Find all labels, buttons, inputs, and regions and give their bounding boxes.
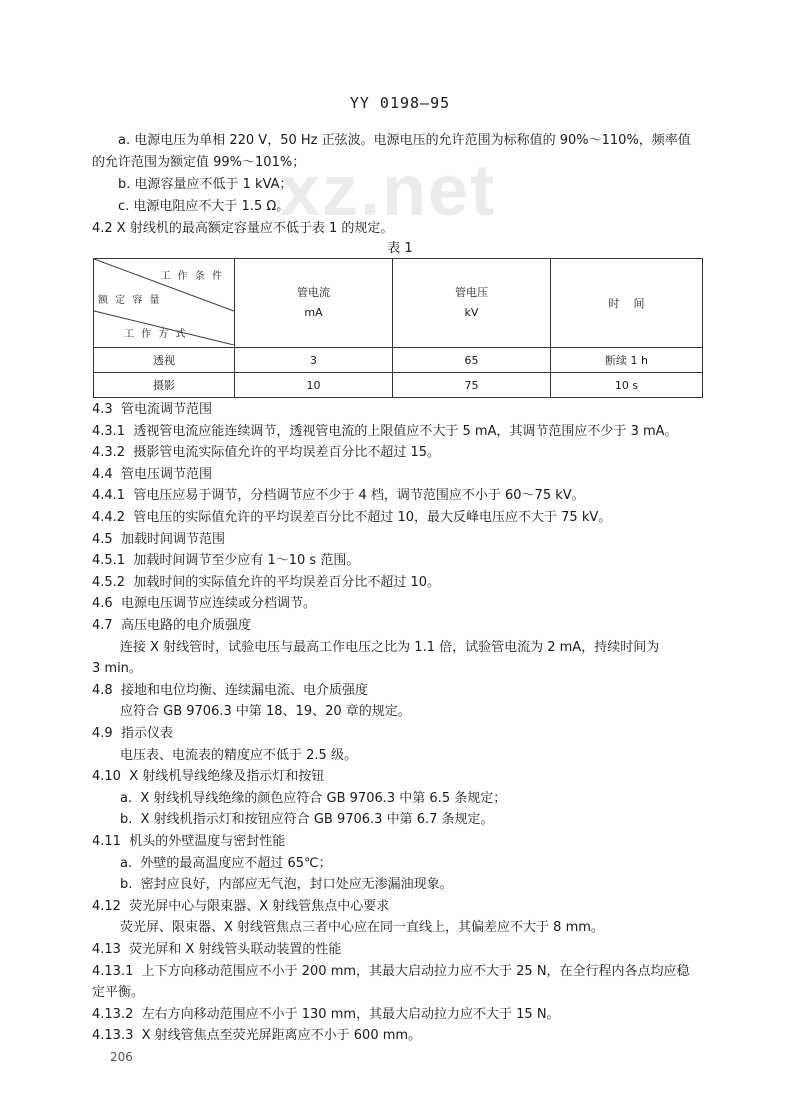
cell-ma: 3 <box>235 348 393 373</box>
cell-time: 断续 1 h <box>551 348 703 373</box>
watermark-logo: xz.net <box>280 151 497 231</box>
text-line: 电压表、电流表的精度应不低于 2.5 级。 <box>120 748 357 763</box>
text-line: 4.13.3 X 射线管焦点至荧光屏距离应不小于 600 mm。 <box>92 1028 422 1043</box>
text-line: 4.11 机头的外壁温度与密封性能 <box>92 834 286 849</box>
table-title: 表 1 <box>387 241 413 256</box>
text-line: 4.4 管电压调节范围 <box>92 467 212 482</box>
text-line: 4.8 接地和电位均衡、连续漏电流、电介质强度 <box>92 683 368 698</box>
cell-mode: 摄影 <box>94 373 235 398</box>
text-line: 应符合 GB 9706.3 中第 18、19、20 章的规定。 <box>120 704 411 719</box>
text-line: 4.10 X 射线机导线绝缘及指示灯和按钮 <box>92 769 325 784</box>
cell-mode: 透视 <box>94 348 235 373</box>
text-line: 的允许范围为额定值 99%～101%； <box>92 155 306 170</box>
text-line: a. 电源电压为单相 220 V，50 Hz 正弦波。电源电压的允许范围为标称值的 90%～110%，频率值 <box>118 133 691 148</box>
rating-table <box>93 258 703 398</box>
text-line: 荧光屏、限束器、X 射线管焦点三者中心应在同一直线上，其偏差应不大于 8 mm。 <box>120 920 604 935</box>
table-row <box>94 373 703 398</box>
text-line: 4.4.2 管电压的实际值允许的平均误差百分比不超过 10，最大反峰电压应不大于 75 kV。 <box>92 510 612 525</box>
text-line: 4.3.1 透视管电流应能连续调节，透视管电流的上限值应不大于 5 mA，其调节范围应不少于 3 mA。 <box>92 424 678 439</box>
text-line: b. 电源容量应不低于 1 kVA； <box>118 177 293 192</box>
text-line: b. X 射线机指示灯和按钮应符合 GB 9706.3 中第 6.7 条规定。 <box>120 812 494 827</box>
document-header: YY 0198—95 <box>349 94 451 112</box>
text-line: 4.5.2 加载时间的实际值允许的平均误差百分比不超过 10。 <box>92 575 441 590</box>
text-line: b. 密封应良好，内部应无气泡，封口处应无渗漏油现象。 <box>120 877 453 892</box>
cell-kv: 65 <box>393 348 551 373</box>
text-line: 4.3 管电流调节范围 <box>92 402 212 417</box>
text-line: a. X 射线机导线绝缘的颜色应符合 GB 9706.3 中第 6.5 条规定； <box>120 791 507 806</box>
header-working-mode: 工 作 方 式 <box>124 329 188 340</box>
text-line: 3 min。 <box>92 661 142 676</box>
page-number: 206 <box>110 1050 133 1064</box>
cell-kv: 75 <box>393 373 551 398</box>
text-line: 4.6 电源电压调节应连续或分档调节。 <box>92 596 316 611</box>
text-line: c. 电源电阻应不大于 1.5 Ω。 <box>118 199 290 214</box>
text-line: 4.9 指示仪表 <box>92 726 173 741</box>
cell-ma: 10 <box>235 373 393 398</box>
header-working-conditions: 工 作 条 件 <box>160 271 224 282</box>
header-tube-current: 管电流 mA <box>235 259 393 348</box>
text-line: 4.13.2 左右方向移动范围应不小于 130 mm，其最大启动拉力应不大于 15 N。 <box>92 1007 560 1022</box>
text-line: 4.2 X 射线机的最高额定容量应不低于表 1 的规定。 <box>92 221 394 236</box>
text-line: a. 外壁的最高温度应不超过 65℃； <box>120 856 332 871</box>
table-diagonal-header <box>94 259 235 348</box>
header-tube-voltage: 管电压 kV <box>393 259 551 348</box>
header-rated-capacity: 额 定 容 量 <box>98 295 162 306</box>
text-line: 4.4.1 管电压应易于调节，分档调节应不少于 4 档，调节范围应不小于 60～75 kV。 <box>92 488 585 503</box>
header-time: 时 间 <box>551 259 703 348</box>
text-line: 4.13.1 上下方向移动范围应不小于 200 mm，其最大启动拉力应不大于 25 N，在全行程内各点均应稳 <box>92 964 690 979</box>
text-line: 4.7 高压电路的电介质强度 <box>92 618 251 633</box>
table-row <box>94 348 703 373</box>
text-line: 连接 X 射线管时，试验电压与最高工作电压之比为 1.1 倍，试验管电流为 2 mA，持续时间为 <box>120 640 660 655</box>
text-line: 4.5.1 加载时间调节至少应有 1～10 s 范围。 <box>92 553 360 568</box>
text-line: 4.5 加载时间调节范围 <box>92 532 225 547</box>
text-line: 4.13 荧光屏和 X 射线管头联动装置的性能 <box>92 942 342 957</box>
text-line: 定平衡。 <box>92 985 145 1000</box>
text-line: 4.3.2 摄影管电流实际值允许的平均误差百分比不超过 15。 <box>92 445 441 460</box>
text-line: 4.12 荧光屏中心与限束器、X 射线管焦点中心要求 <box>92 899 390 914</box>
cell-time: 10 s <box>551 373 703 398</box>
